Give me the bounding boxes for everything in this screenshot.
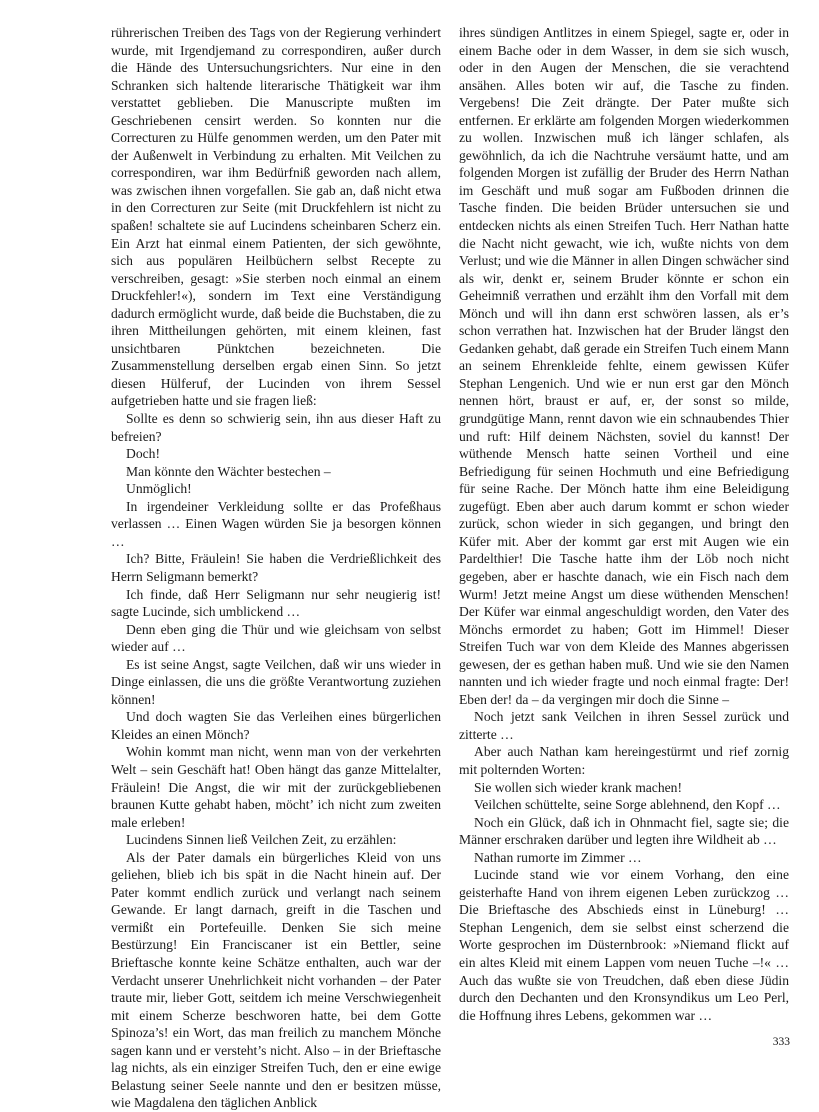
paragraph: Und doch wagten Sie das Verleihen eines bürgerlichen Kleides an einen Mönch? [111, 709, 441, 742]
paragraph: rührerischen Treiben des Tags von der Regierung verhindert wurde, mit Irgendjemand zu correspondiren, außer durch die Hände des Untersuchungsrichters. Nur eine in den Schranken sich haltende literarische Thätigkeit war ihm verstattet geblieben. Die Manuscripte mußten im Geschriebenen censirt werden. So konnten nur die Correcturen zu Hülfe genommen werden, um den Pater mit der Außenwelt in Verbindung zu erhalten. Mit Veilchen zu correspondiren, war ihm Bedürfniß geworden nach allem, was zwischen ihnen vorgefallen. Sie gab an, daß nicht etwa in den Correcturen zur Seite (mit Druckfehlern ist nicht zu spaßen! schaltete sie auf Lucindens scheinbaren Scherz ein. Ein Arzt hat einmal einem Patienten, der sich gewöhnte, sich aus populären Heilbüchern selbst Recepte zu verschreiben, gesagt: »Sie sterben noch einmal an einem Druckfehler!«), sondern im Text eine Verständigung dadurch ermöglicht wurde, daß beide die Buchstaben, die zu ihren Mittheilungen gehörten, mit einem kleinen, fast unsichtbaren Pünktchen bezeichneten. Die Zusammenstellung derselben ergab einen Sinn. So jetzt diesen Hülferuf, der Lucinden von ihrem Sessel aufgetrieben hatte und sie fragen ließ: [111, 25, 441, 409]
paragraph: Lucindens Sinnen ließ Veilchen Zeit, zu erzählen: [126, 832, 397, 848]
paragraph: Als der Pater damals ein bürgerliches Kleid von uns geliehen, blieb ich bis spät in die Nacht hinein auf. Der Pater kommt endlich zurück und verlangt nach seinem Gewande. Er langt darnach, greift in die Taschen und vermißt ein Portefeuille. Denken Sie sich meine Bestürzung! Ein Franciscaner ist ein Bettler, seine Brieftasche konnte keine Schätze enthalten, auch war der Verdacht unserer Unehrlichkeit nicht vorhanden – der Pater traute mir, lieber Gott, seitdem ich meine Verschwiegenheit mit einem Scherze beschworen hatte, bei dem Gotte Spinoza’s! ein Wort, das man freilich zu manchem Mönche sagen kann und er versteht’s nicht. Also – in der Brieftasche lag nichts, als ein einziger Streifen Tuch, den er eine ewige Belastung seiner Seele nannte und den er besitzen müsse, wie Magdalena den täglichen Anblick [111, 849, 441, 1111]
left-text-column [111, 24, 441, 1112]
paragraph: Es ist seine Angst, sagte Veilchen, daß wir uns wieder in Dinge einlassen, die uns die größte Verantwortung zuziehen können! [111, 656, 441, 707]
page-number: 333 [772, 1036, 790, 1048]
paragraph: Wohin kommt man nicht, wenn man von der verkehrten Welt – sein Geschäft hat! Oben hängt das ganze Mittelalter, Fräulein! Die Angst, die wir mit der zurückgebliebenen braunen Kutte gehabt haben, möcht’ ich nicht zum zweiten male erleben! [111, 744, 441, 830]
paragraph: Veilchen schüttelte, seine Sorge ablehnend, den Kopf … [474, 797, 781, 813]
paragraph: Sollte es denn so schwierig sein, ihn aus dieser Haft zu befreien? [111, 411, 441, 444]
paragraph: In irgendeiner Verkleidung sollte er das Profeßhaus verlassen … Einen Wagen würden Sie ja besorgen können … [111, 498, 441, 549]
paragraph: Noch ein Glück, daß ich in Ohnmacht fiel, sagte sie; die Männer erschraken darüber und legten ihre Wildheit ab … [459, 814, 789, 848]
paragraph: Unmöglich! [126, 481, 192, 497]
paragraph: Nathan rumorte im Zimmer … [474, 849, 642, 865]
paragraph: Aber auch Nathan kam hereingestürmt und rief zornig mit polternden Worten: [459, 744, 789, 777]
paragraph: ihres sündigen Antlitzes in einem Spiegel, sagte er, oder in einem Bache oder in dem Wasser, in dem sie sich wusch, oder in den Augen der Menschen, die sie verachtend ansähen. Alles boten wir auf, die Tasche zu finden. Vergebens! Die Zeit drängte. Der Pater mußte sich entfernen. Er erklärte am folgenden Morgen wiederkommen zu wollen. Inzwischen muß ich länger schlafen, als gewöhnlich, da ich die Nachtruhe versäumt hatte, und am folgenden Morgen ist zufällig der Bruder des Herrn Nathan im Geschäft und muß sogar am Fußboden drinnen die Tasche finden. Die beiden Brüder untersuchen sie und entdecken nichts als einen Streifen Tuch. Herr Nathan hatte die Nacht nicht gewacht, wie ich, wußte nichts von dem Verlust; und wie die Männer in allen Dingen schwächer sind als wir, denkt er, seinem Bruder könnte er schon ein Geheimniß verrathen und erzählt ihm den Vorfall mit dem Mönch und will ihn dann erst schwören lassen, als er’s schon verrathen hat. Inzwischen hat der Bruder längst den Gedanken gehabt, daß gerade ein Streifen Tuch einem Mann an seinem Ehrenkleide fehlte, einem gewissen Küfer Stephan Lengenich. Und wie er nun erst gar den Mönch nennen hört, braust er auf, er, der sonst so milde, grundgütige Mann, rennt davon wie ein schnaubendes Thier und ruft: Hilf deinem Nächsten, soviel du kannst! Der wüthende Mensch hatte seinen Vortheil und eine Befriedigung für seinen Hochmuth und eine Befriedigung für seine Rache. Der Mönch hatte ihm eine Beleidigung zugefügt. Eben aber auch darum kommt er schon wieder zurück, schon wieder in sich gegangen, und bringt den Küfer mit. Aber der kommt gar erst mit Augen wie ein Pardelthier! Die Tasche hatte ihm der Löb noch nicht gegeben, aber er haschte danach, wie ein Fisch nach dem Wurm! Jetzt meine Angst um diese wüthenden Menschen! Der Küfer war einmal angeschuldigt worden, den Vater des Mönchs ermordet zu haben; Gott im Himmel! Dieser Streifen Tuch war von dem Kleide des Mannes abgerissen gewesen, der es gethan haben muß. Und wie sie den Namen nannten und ich wieder fragte und noch einmal fragte: Der! Eben der! da – da vergingen mir doch die Sinne – [459, 25, 789, 707]
paragraph: Denn eben ging die Thür und wie gleichsam von selbst wieder auf … [111, 621, 441, 655]
paragraph: Lucinde stand wie vor einem Vorhang, den eine geisterhafte Hand von ihrem eigenen Leben zurückzog … Die Brieftasche des Abschieds einst in Lüneburg! … Stephan Lengenich, dem sie selbst einst scherzend die Worte gesprochen im Düsternbrook: »Niemand flickt auf ein altes Kleid mit einem Lappen vom neuen Tuche –!« … Auch das wußte sie von Treudchen, daß eben diese Jüdin durch den Dechanten und den Kronsyndikus um Leo Perl, die Hoffnung ihres Lebens, gekommen war … [459, 867, 789, 1023]
paragraph: Man könnte den Wächter bestechen – [126, 463, 331, 479]
paragraph: Noch jetzt sank Veilchen in ihren Sessel zurück und zitterte … [459, 709, 789, 742]
paragraph: Ich finde, daß Herr Seligmann nur sehr neugierig ist! sagte Lucinde, sich umblickend … [111, 586, 441, 620]
paragraph: Doch! [126, 446, 160, 462]
paragraph: Ich? Bitte, Fräulein! Sie haben die Verdrießlichkeit des Herrn Seligmann bemerkt? [111, 551, 441, 584]
paragraph: Sie wollen sich wieder krank machen! [474, 779, 682, 795]
right-text-column [459, 24, 789, 1024]
